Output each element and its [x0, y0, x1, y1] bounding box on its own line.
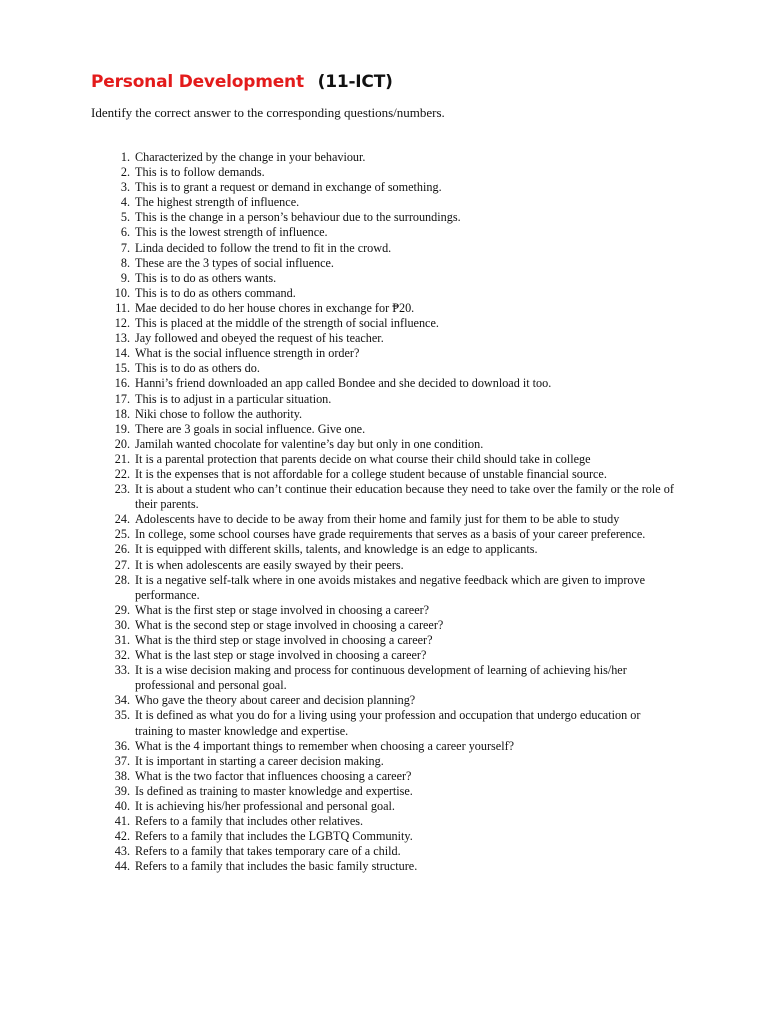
list-item: [0, 407, 768, 422]
list-item: [0, 180, 768, 195]
title-text: Personal Development: [91, 72, 304, 92]
list-item: [0, 286, 768, 301]
list-item: [0, 422, 768, 437]
question-number: 16.: [114, 376, 130, 391]
list-item: [0, 603, 768, 618]
question-number: 14.: [114, 346, 130, 361]
question-number: 19.: [114, 421, 130, 436]
list-item: [0, 708, 768, 738]
question-text: This is to adjust in a particular situation.: [135, 391, 332, 406]
question-text: Mae decided to do her house chores in exchange for ₱20.: [135, 300, 415, 315]
list-item: [0, 648, 768, 663]
question-number: 2.: [120, 165, 130, 180]
question-number: 29.: [114, 602, 130, 617]
question-text: What is the second step or stage involved in choosing a career?: [135, 617, 444, 632]
question-number: 38.: [114, 768, 130, 783]
list-item: [0, 256, 768, 271]
question-text: This is placed at the middle of the strength of social influence.: [135, 316, 439, 331]
question-number: 30.: [114, 617, 130, 632]
question-number: 6.: [120, 225, 130, 240]
question-text: It is important in starting a career decision making.: [135, 753, 384, 768]
question-text: What is the 4 important things to remember when choosing a career yourself?: [135, 738, 515, 753]
list-item: [0, 512, 768, 527]
question-text: This is the lowest strength of influence.: [135, 225, 328, 240]
question-number: 42.: [114, 829, 130, 844]
list-item: [0, 663, 768, 693]
list-item: [0, 784, 768, 799]
list-item: [0, 739, 768, 754]
question-number: 35.: [114, 708, 130, 723]
question-number: 37.: [114, 753, 130, 768]
question-text: It is achieving his/her professional and personal goal.: [135, 799, 395, 814]
question-text: It is about a student who can’t continue their education because they need to take over the family or the role of their parents.: [135, 482, 674, 512]
question-number: 36.: [114, 738, 130, 753]
question-text: It is the expenses that is not affordable for a college student because of unstable financial source.: [135, 466, 607, 481]
list-item: [0, 573, 768, 603]
question-text: Jamilah wanted chocolate for valentine’s day but only in one condition.: [135, 436, 484, 451]
question-number: 21.: [114, 451, 130, 466]
list-item: [0, 799, 768, 814]
list-item: [0, 331, 768, 346]
question-number: 23.: [114, 482, 130, 497]
list-item: [0, 195, 768, 210]
question-number: 10.: [114, 285, 130, 300]
list-item: [0, 316, 768, 331]
list-item: [0, 392, 768, 407]
question-list: [0, 150, 768, 875]
question-text: It is a parental protection that parents decide on what course their child should take in college: [135, 451, 591, 466]
question-number: 40.: [114, 799, 130, 814]
question-text: Hanni’s friend downloaded an app called Bondee and she decided to download it too.: [135, 376, 552, 391]
question-number: 24.: [114, 512, 130, 527]
question-number: 12.: [114, 316, 130, 331]
question-number: 43.: [114, 844, 130, 859]
question-number: 15.: [114, 361, 130, 376]
question-number: 4.: [120, 195, 130, 210]
list-item: [0, 271, 768, 286]
question-text: Refers to a family that includes the basic family structure.: [135, 859, 418, 874]
question-text: Adolescents have to decide to be away from their home and family just for them to be able to study: [135, 512, 620, 527]
question-text: Niki chose to follow the authority.: [135, 406, 303, 421]
instructions-text: Identify the correct answer to the corresponding questions/numbers.: [91, 105, 445, 120]
question-text: Is defined as training to master knowledge and expertise.: [135, 783, 413, 798]
list-item: [0, 241, 768, 256]
question-text: Jay followed and obeyed the request of his teacher.: [135, 331, 384, 346]
question-text: Refers to a family that takes temporary care of a child.: [135, 844, 401, 859]
question-number: 33.: [114, 663, 130, 678]
question-number: 32.: [114, 648, 130, 663]
question-text: It is equipped with different skills, talents, and knowledge is an edge to applicants.: [135, 542, 538, 557]
question-number: 27.: [114, 557, 130, 572]
list-item: [0, 829, 768, 844]
list-item: [0, 618, 768, 633]
question-number: 22.: [114, 466, 130, 481]
list-item: [0, 633, 768, 648]
question-text: It is a negative self-talk where in one avoids mistakes and negative feedback which are given to improve performance.: [135, 572, 646, 602]
question-text: It is when adolescents are easily swayed by their peers.: [135, 557, 404, 572]
question-number: 1.: [120, 150, 130, 164]
question-number: 41.: [114, 814, 130, 829]
question-text: This is to do as others command.: [135, 285, 296, 300]
list-item: [0, 769, 768, 784]
list-item: [0, 210, 768, 225]
question-number: 26.: [114, 542, 130, 557]
question-number: 31.: [114, 633, 130, 647]
list-item: [0, 527, 768, 542]
question-number: 8.: [120, 255, 130, 270]
list-item: [0, 376, 768, 391]
list-item: [0, 482, 768, 512]
question-text: It is defined as what you do for a living using your profession and occupation that undergo education or training to master knowledge and expertise.: [135, 708, 641, 738]
list-item: [0, 558, 768, 573]
question-number: 11.: [115, 300, 130, 315]
question-text: This is to do as others wants.: [135, 270, 277, 285]
list-item: [0, 225, 768, 240]
list-item: [0, 754, 768, 769]
question-text: In college, some school courses have grade requirements that serves as a basis of your career preference.: [135, 527, 646, 542]
list-item: [0, 165, 768, 180]
list-item: [0, 452, 768, 467]
list-item: [0, 814, 768, 829]
question-text: What is the last step or stage involved in choosing a career?: [135, 648, 427, 663]
question-text: Who gave the theory about career and decision planning?: [135, 693, 416, 708]
question-text: What is the third step or stage involved in choosing a career?: [135, 633, 433, 647]
question-number: 20.: [114, 436, 130, 451]
question-number: 25.: [114, 527, 130, 542]
question-number: 44.: [114, 859, 130, 874]
question-text: It is a wise decision making and process for continuous development of learning of achieving his/her professional and personal goal.: [135, 663, 627, 693]
question-text: These are the 3 types of social influence.: [135, 255, 334, 270]
list-item: [0, 844, 768, 859]
question-text: Linda decided to follow the trend to fit in the crowd.: [135, 240, 392, 255]
question-number: 18.: [114, 406, 130, 421]
question-number: 34.: [114, 693, 130, 708]
question-text: This is to do as others do.: [135, 361, 260, 376]
question-number: 28.: [114, 572, 130, 587]
question-text: What is the two factor that influences choosing a career?: [135, 768, 412, 783]
question-text: What is the first step or stage involved in choosing a career?: [135, 602, 430, 617]
question-text: This is the change in a person’s behaviour due to the surroundings.: [135, 210, 461, 225]
list-item: [0, 301, 768, 316]
document-title: [91, 72, 393, 92]
list-item: [0, 437, 768, 452]
question-text: Refers to a family that includes other relatives.: [135, 814, 364, 829]
question-number: 17.: [114, 391, 130, 406]
list-item: [0, 361, 768, 376]
question-text: The highest strength of influence.: [135, 195, 300, 210]
question-text: What is the social influence strength in order?: [135, 346, 360, 361]
question-text: This is to grant a request or demand in exchange of something.: [135, 180, 442, 195]
question-number: 39.: [114, 783, 130, 798]
class-code: (11-ICT): [317, 72, 393, 92]
question-text: This is to follow demands.: [135, 165, 265, 180]
question-number: 5.: [120, 210, 130, 225]
list-item: [0, 859, 768, 874]
list-item: [0, 693, 768, 708]
list-item: [0, 150, 768, 165]
question-number: 13.: [114, 331, 130, 346]
list-item: [0, 542, 768, 557]
question-number: 3.: [120, 180, 130, 195]
question-text: Characterized by the change in your behaviour.: [135, 150, 366, 164]
question-number: 9.: [120, 270, 130, 285]
question-text: Refers to a family that includes the LGBTQ Community.: [135, 829, 413, 844]
question-number: 7.: [120, 240, 130, 255]
list-item: [0, 346, 768, 361]
list-item: [0, 467, 768, 482]
question-text: There are 3 goals in social influence. Give one.: [135, 421, 366, 436]
